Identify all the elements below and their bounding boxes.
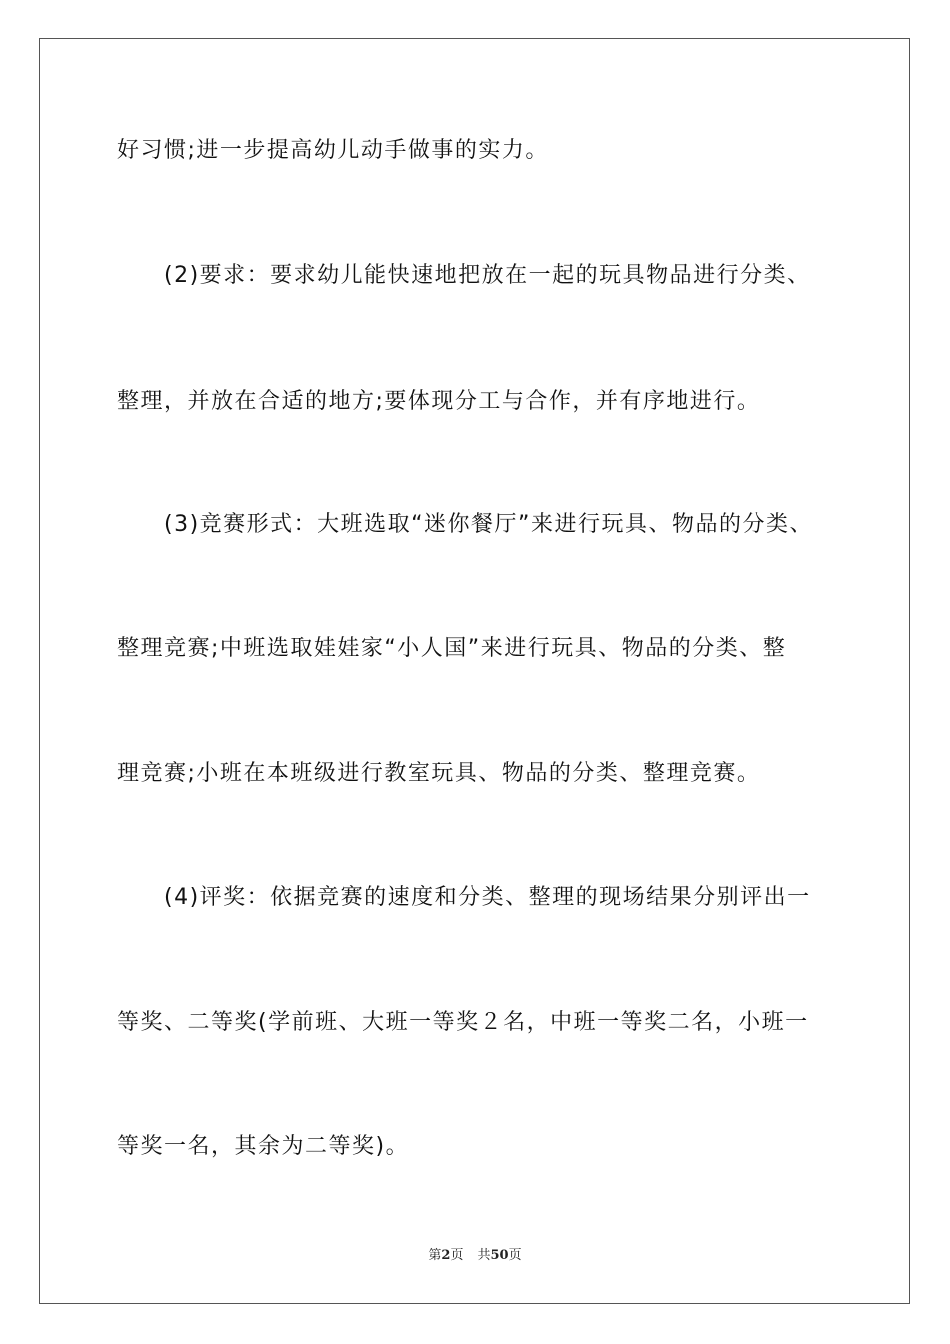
footer-page-prefix: 第: [428, 1248, 442, 1263]
footer-page-suffix: 页: [450, 1248, 464, 1263]
footer-total-suffix: 页: [508, 1248, 522, 1263]
text-line-3: 整理，并放在合适的地方;要体现分工与合作，并有序地进行。: [117, 389, 761, 414]
text-line-6: 理竞赛;小班在本班级进行教室玩具、物品的分类、整理竞赛。: [117, 761, 761, 786]
text-line-8: 等奖、二等奖(学前班、大班一等奖２名，中班一等奖二名，小班一: [117, 1010, 809, 1035]
text-line-7: (4)评奖：依据竞赛的速度和分类、整理的现场结果分别评出一: [164, 885, 811, 910]
text-line-4: (3)竞赛形式：大班选取“迷你餐厅”来进行玩具、物品的分类、: [164, 512, 813, 537]
footer-page-number: 2: [441, 1248, 451, 1263]
page-footer: [0, 1244, 950, 1263]
text-line-1: 好习惯;进一步提高幼儿动手做事的实力。: [117, 138, 549, 163]
footer-total-pages: 50: [490, 1248, 509, 1263]
text-line-9: 等奖一名，其余为二等奖)。: [117, 1134, 410, 1159]
text-line-2: (2)要求：要求幼儿能快速地把放在一起的玩具物品进行分类、: [164, 263, 811, 288]
page-frame: [39, 38, 910, 1304]
footer-total-prefix: 共: [477, 1248, 491, 1263]
text-line-5: 整理竞赛;中班选取娃娃家“小人国”来进行玩具、物品的分类、整: [117, 636, 787, 661]
